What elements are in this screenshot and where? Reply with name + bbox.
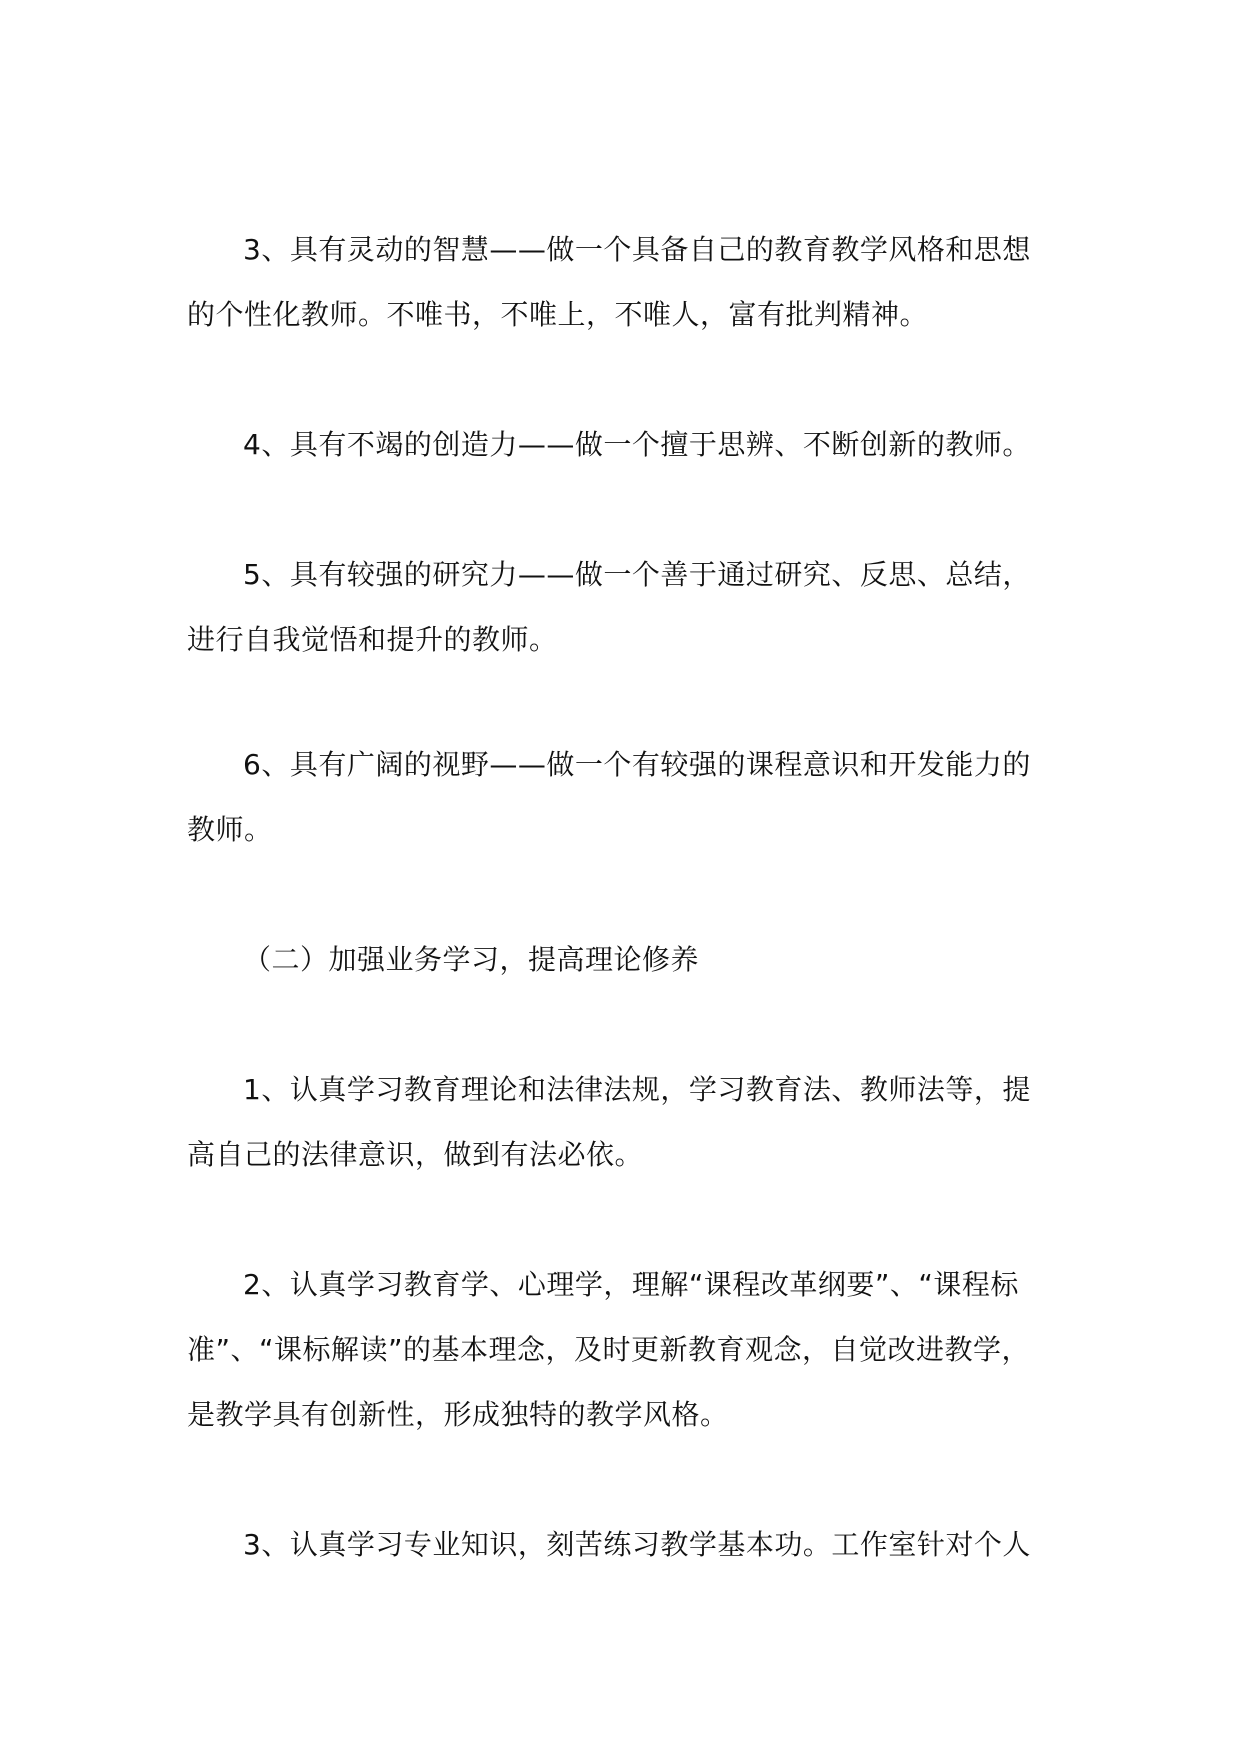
paragraph-line: 高自己的法律意识，做到有法必依。 [187, 1138, 644, 1171]
paragraph-line: 3、认真学习专业知识，刻苦练习教学基本功。工作室针对个人 [243, 1528, 1031, 1561]
paragraph-line: 的个性化教师。不唯书，不唯上，不唯人，富有批判精神。 [187, 298, 929, 331]
section-heading: （二）加强业务学习，提高理论修养 [243, 943, 700, 976]
paragraph-line: 6、具有广阔的视野——做一个有较强的课程意识和开发能力的 [243, 748, 1031, 781]
paragraph-line: 5、具有较强的研究力——做一个善于通过研究、反思、总结， [243, 558, 1031, 591]
paragraph-line: 4、具有不竭的创造力——做一个擅于思辨、不断创新的教师。 [243, 428, 1031, 461]
paragraph-line: 准”、“课标解读”的基本理念，及时更新教育观念，自觉改进教学， [187, 1333, 1031, 1366]
paragraph-line: 进行自我觉悟和提升的教师。 [187, 623, 558, 656]
paragraph-line: 1、认真学习教育理论和法律法规，学习教育法、教师法等，提 [243, 1073, 1031, 1106]
paragraph-line: 是教学具有创新性，形成独特的教学风格。 [187, 1398, 729, 1431]
paragraph-line: 3、具有灵动的智慧——做一个具备自己的教育教学风格和思想 [243, 233, 1031, 266]
paragraph-line: 教师。 [187, 813, 273, 846]
paragraph-line: 2、认真学习教育学、心理学，理解“课程改革纲要”、“课程标 [243, 1268, 1019, 1301]
